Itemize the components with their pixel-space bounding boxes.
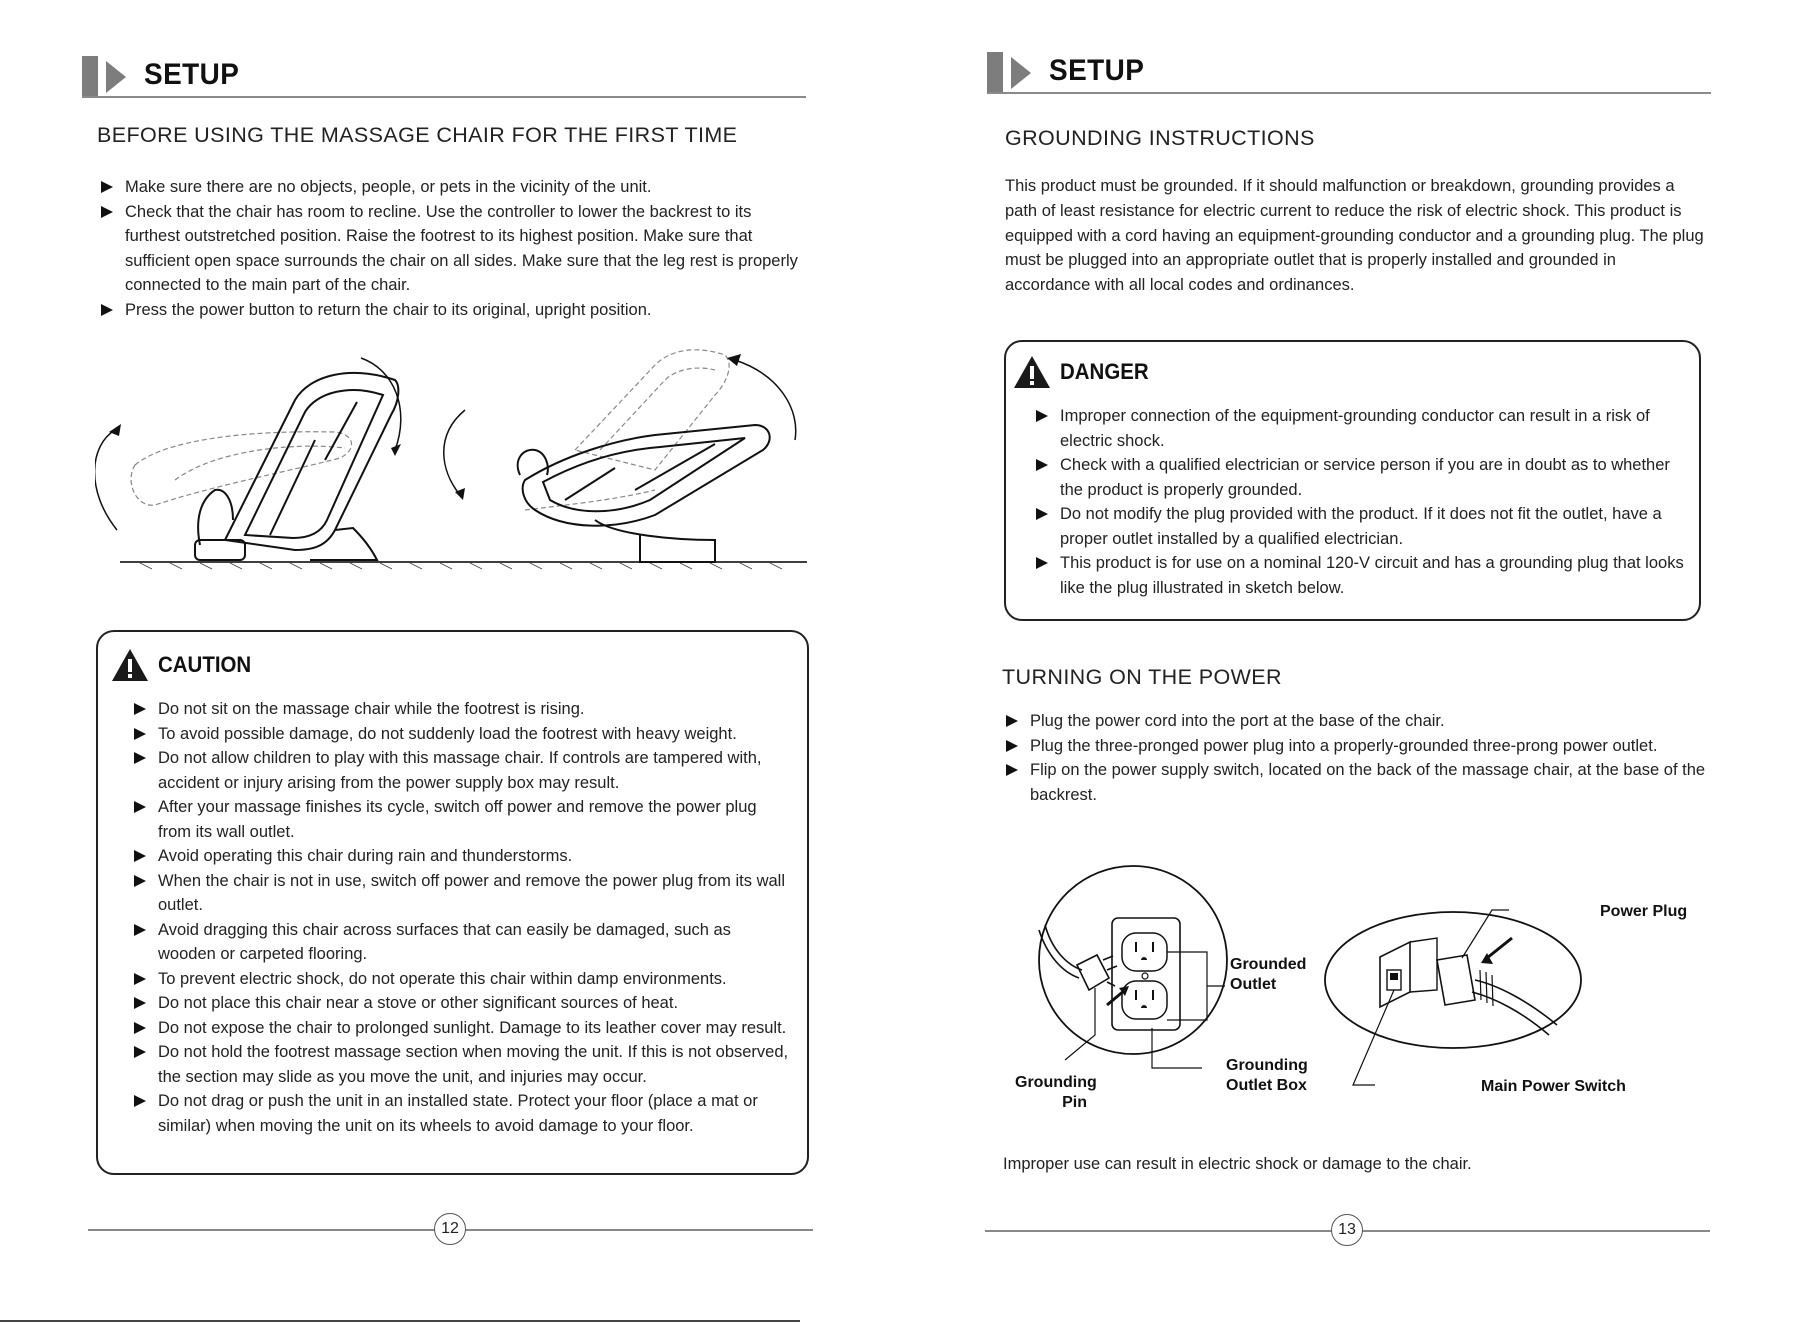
caution-box <box>96 630 809 1175</box>
list-item: After your massage finishes its cycle, switch off power and remove the power plug from its wall outlet. <box>130 795 790 844</box>
warning-icon <box>1012 354 1052 390</box>
list-item: Do not allow children to play with this massage chair. If controls are tampered with, accident or injury arising from the power supply box may result. <box>130 746 790 795</box>
grounding-title: GROUNDING INSTRUCTIONS <box>1005 126 1315 150</box>
header-rule <box>987 92 1711 94</box>
danger-box <box>1004 340 1701 621</box>
power-list <box>1002 709 1707 807</box>
header-bar <box>987 52 1003 92</box>
main-power-switch-label: Main Power Switch <box>1481 1078 1626 1095</box>
page-13 <box>897 0 1794 1323</box>
list-item: Do not expose the chair to prolonged sunlight. Damage to its leather cover may result. <box>130 1016 790 1041</box>
grounding-text: This product must be grounded. If it should malfunction or breakdown, grounding provides a path of least resistance for electric current to reduce the risk of electric shock. This product is equipped with a cord having an equipment-grounding conductor and a grounding plug. The plug must be plugged into an appropriate outlet that is properly installed and grounded in accordance with all local codes and ordinances. <box>1005 177 1704 295</box>
list-item: Do not drag or push the unit in an installed state. Protect your floor (place a mat or similar) when moving the unit on its wheels to avoid damage to your floor. <box>130 1089 790 1138</box>
header-bar <box>82 56 98 96</box>
page-number: 12 <box>434 1213 466 1245</box>
grounding-outlet-box-label: Grounding Outlet Box <box>1226 1057 1308 1094</box>
list-item: When the chair is not in use, switch off power and remove the power plug from its wall outlet. <box>130 869 790 918</box>
danger-list <box>1032 404 1697 600</box>
header-arrow-icon <box>106 61 126 93</box>
list-item: Check with a qualified electrician or service person if you are in doubt as to whether the product is properly grounded. <box>1032 453 1697 502</box>
footer-note: Improper use can result in electric shock or damage to the chair. <box>1003 1155 1472 1173</box>
list-item: Do not modify the plug provided with the product. If it does not fit the outlet, have a proper outlet installed by a qualified electrician. <box>1032 502 1697 551</box>
header-arrow-icon <box>1011 57 1031 89</box>
power-title: TURNING ON THE POWER <box>1002 665 1282 689</box>
caution-label: CAUTION <box>158 652 252 677</box>
caution-heading <box>110 647 258 683</box>
page-number: 13 <box>1331 1214 1363 1246</box>
chair-recline-illustration <box>95 340 810 575</box>
list-item: To prevent electric shock, do not operate this chair within damp environments. <box>130 967 790 992</box>
list-item: Press the power button to return the chair to its original, upright position. <box>97 298 802 323</box>
section-header <box>82 56 806 102</box>
power-plug-label: Power Plug <box>1600 903 1688 920</box>
warning-icon <box>110 647 150 683</box>
list-item: Check that the chair has room to recline. Use the controller to lower the backrest to its furthest outstretched position. Raise the footrest to its highest position. Make sure that sufficient open space surrounds the chair on all sides. Make sure that the leg rest is properly connected to the main part of the chair. <box>97 200 802 298</box>
danger-label: DANGER <box>1060 359 1149 384</box>
list-item: This product is for use on a nominal 120-V circuit and has a grounding plug that looks like the plug illustrated in sketch below. <box>1032 551 1697 600</box>
list-item: Do not hold the footrest massage section when moving the unit. If this is not observed, the section may slide as you move the unit, and injuries may occur. <box>130 1040 790 1089</box>
list-item: Do not place this chair near a stove or other significant sources of heat. <box>130 991 790 1016</box>
grounding-pin-label: Grounding Pin <box>1015 1074 1097 1111</box>
list-item: Avoid operating this chair during rain and thunderstorms. <box>130 844 790 869</box>
scan-edge-line <box>0 1320 800 1322</box>
header-title: SETUP <box>1049 54 1145 87</box>
header-rule <box>82 96 806 98</box>
list-item: Plug the power cord into the port at the base of the chair. <box>1002 709 1707 734</box>
list-item: Improper connection of the equipment-grounding conductor can result in a risk of electric shock. <box>1032 404 1697 453</box>
setup-bullet-list <box>97 175 802 322</box>
list-item: Plug the three-pronged power plug into a properly-grounded three-prong power outlet. <box>1002 734 1707 759</box>
list-item: Make sure there are no objects, people, or pets in the vicinity of the unit. <box>97 175 802 200</box>
danger-heading <box>1012 354 1155 390</box>
list-item: Avoid dragging this chair across surfaces that can easily be damaged, such as wooden or carpeted flooring. <box>130 918 790 967</box>
header-title: SETUP <box>144 58 240 91</box>
section-title: BEFORE USING THE MASSAGE CHAIR FOR THE FIRST TIME <box>97 123 738 147</box>
list-item: To avoid possible damage, do not suddenly load the footrest with heavy weight. <box>130 722 790 747</box>
list-item: Do not sit on the massage chair while the footrest is rising. <box>130 697 790 722</box>
section-header <box>987 52 1711 98</box>
list-item: Flip on the power supply switch, located on the back of the massage chair, at the base of the backrest. <box>1002 758 1707 807</box>
grounded-outlet-label: Grounded Outlet <box>1230 956 1307 993</box>
caution-list <box>130 697 790 1138</box>
